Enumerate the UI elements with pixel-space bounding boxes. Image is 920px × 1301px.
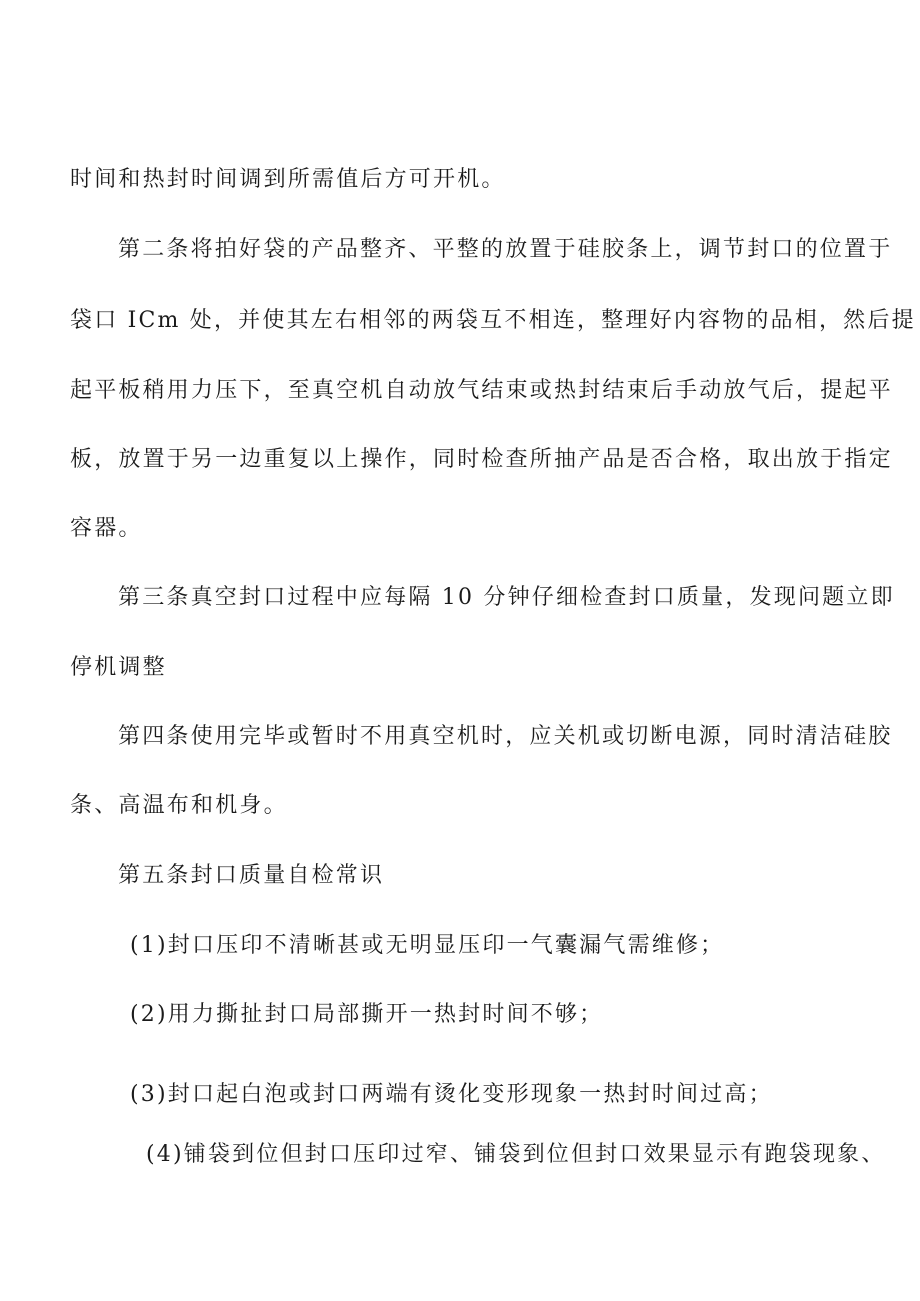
list-item: (2)用力撕扯封口局部撕开一热封时间不够；	[130, 1002, 604, 1027]
paragraph-line: 第四条使用完毕或暂时不用真空机时，应关机或切断电源，同时清洁硅胶	[118, 724, 893, 749]
paragraph-line: 第三条真空封口过程中应每隔 10 分钟仔细检查封口质量，发现问题立即	[118, 585, 895, 610]
paragraph-line: 时间和热封时间调到所需值后方可开机。	[70, 167, 506, 192]
paragraph-line: 停机调整	[70, 655, 167, 680]
list-item: (3)封口起白泡或封口两端有烫化变形现象一热封时间过高；	[130, 1082, 773, 1107]
paragraph-line: 板，放置于另一边重复以上操作，同时检查所抽产品是否合格，取出放于指定	[70, 447, 893, 472]
list-item: (4)铺袋到位但封口压印过窄、铺袋到位但封口效果显示有跑袋现象、	[146, 1142, 886, 1167]
paragraph-line: 第二条将拍好袋的产品整齐、平整的放置于硅胶条上，调节封口的位置于	[118, 237, 893, 262]
paragraph-line: 起平板稍用力压下，至真空机自动放气结束或热封结束后手动放气后，提起平	[70, 378, 893, 403]
paragraph-line: 容器。	[70, 516, 143, 541]
paragraph-line: 条、高温布和机身。	[70, 793, 288, 818]
list-item: (1)封口压印不清晰甚或无明显压印一气囊漏气需维修；	[130, 933, 725, 958]
section-heading: 第五条封口质量自检常识	[118, 863, 385, 888]
paragraph-line: 袋口 ICm 处，并使其左右相邻的两袋互不相连，整理好内容物的品相，然后提	[70, 308, 916, 333]
